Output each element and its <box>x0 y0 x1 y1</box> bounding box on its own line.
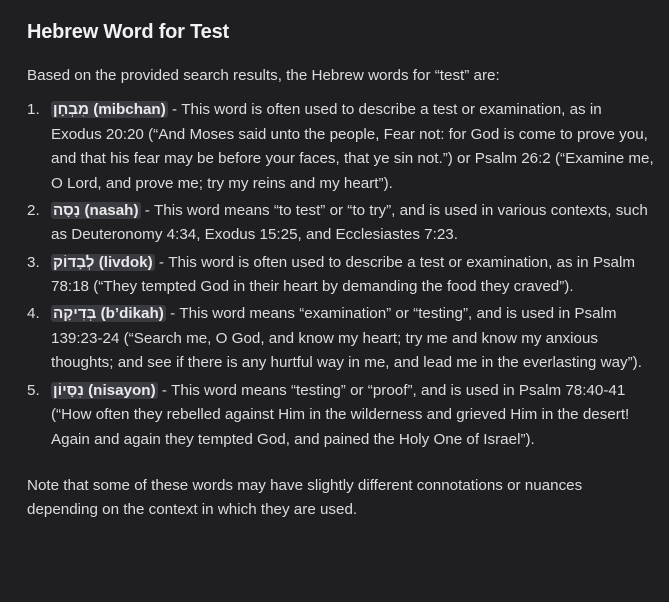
list-item <box>27 379 655 453</box>
list-number: 3. <box>27 253 40 271</box>
item-description: - This word means “testing” or “proof”, and is used in Psalm 78:40-41 (“How often they rebelled against Him in the wilderness and grieved Him in the desert! Again and again they tempted God, and pained the Holy One of Israel”). <box>51 381 630 448</box>
item-description: - This word means “examination” or “testing”, and is used in Psalm 139:23-24 (“Search me, O God, and know my heart; try me and know my anxious thoughts; and see if there is any hurtful way in me, and lead me in the everlasting way”). <box>51 305 642 372</box>
list-number: 1. <box>27 101 40 118</box>
list-item <box>27 251 655 300</box>
page-title: Hebrew Word for Test <box>27 21 229 43</box>
intro-text: Based on the provided search results, the Hebrew words for “test” are: <box>27 67 500 84</box>
item-description: - This word is often used to describe a test or examination, as in Psalm 78:18 (“They tempted God in their heart by demanding the food they craved”). <box>51 253 636 296</box>
list-item <box>27 98 655 196</box>
list-number: 5. <box>27 381 40 399</box>
item-description: - This word is often used to describe a test or examination, as in Exodus 20:20 (“And Moses said unto the people, Fear not: for God is come to prove you, and that his fear may be before your faces, that ye sin not.”) or Psalm 26:2 (“Examine me, O Lord, and prove me; try my reins and my heart”). <box>51 101 654 192</box>
list-number: 2. <box>27 201 40 219</box>
list-number: 4. <box>27 305 40 323</box>
hebrew-term: בְּדִיקָה (b’dikah) <box>53 305 164 323</box>
hebrew-term: נָסָה (nasah) <box>53 201 139 219</box>
hebrew-term: לְבָדוֹק (livdok) <box>53 253 153 271</box>
closing-note: Note that some of these words may have slightly different connotations or nuances depending on the context in which they are used. <box>27 477 583 519</box>
item-description: - This word means “to test” or “to try”, and is used in various contexts, such as Deuteronomy 4:34, Exodus 15:25, and Ecclesiastes 7:23. <box>51 201 648 244</box>
word-list <box>27 98 655 452</box>
list-item <box>27 199 655 248</box>
hebrew-term: מִבְחָן (mibchan) <box>53 101 166 118</box>
hebrew-term: נִסָּיוֹן (nisayon) <box>53 381 156 399</box>
list-item <box>27 302 655 376</box>
